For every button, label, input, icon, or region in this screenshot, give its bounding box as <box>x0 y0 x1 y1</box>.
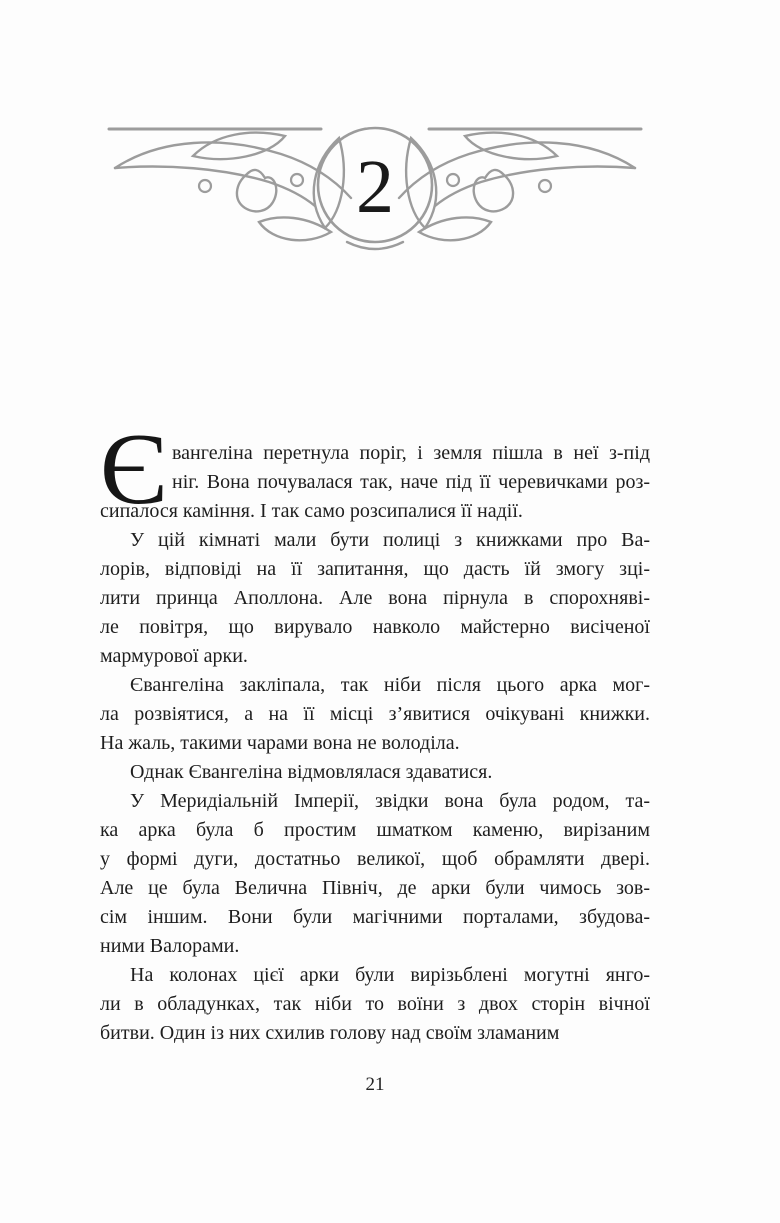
paragraph <box>100 787 650 961</box>
text-line: Але це була Велична Північ, де арки були чимось зов- <box>100 877 650 899</box>
text-line: ніг. Вона почувалася так, наче під її черевичками роз- <box>172 471 650 493</box>
text-line: сипалося каміння. І так само розсипалися її надії. <box>100 500 523 522</box>
text-line: битви. Один із них схилив голову над своїм зламаним <box>100 1022 560 1044</box>
text-line: ле повітря, що вирувало навколо майстерно висіченої <box>100 616 650 638</box>
text-line: ними Валорами. <box>100 935 240 957</box>
drop-cap: Є <box>100 413 168 526</box>
text-line: ка арка була б простим шматком каменю, вирізаним <box>100 819 650 841</box>
paragraph <box>100 758 650 787</box>
paragraph <box>100 961 650 1048</box>
text-line: ли в обладунках, так ніби то воїни з двох сторін вічної <box>100 993 650 1015</box>
paragraph <box>100 671 650 758</box>
text-line: сім іншим. Вони були магічними порталами, збудова- <box>100 906 650 928</box>
page-number: 21 <box>365 1074 385 1095</box>
text-line: Євангеліна закліпала, так ніби після цього арка мог- <box>130 674 650 696</box>
ornament-flourish-left <box>115 133 351 241</box>
text-line: лорів, відповіді на її запитання, що дасть їй змогу зці- <box>100 558 650 580</box>
text-line: мармурової арки. <box>100 645 248 667</box>
text-line: у формі дуги, достатньо великої, щоб обрамляти двері. <box>100 848 650 870</box>
text-line: лити принца Аполлона. Але вона пірнула в спорохняві- <box>100 587 650 609</box>
text-line: На колонах цієї арки були вирізьблені могутні янго- <box>130 964 650 986</box>
text-line: У цій кімнаті мали бути полиці з книжками про Ва- <box>130 529 650 551</box>
text-line: вангеліна перетнула поріг, і земля пішла в неї з-під <box>172 442 650 464</box>
chapter-ornament-icon <box>101 122 649 264</box>
chapter-number: 2 <box>356 145 394 229</box>
text-line: ла розвіятися, а на її місці з’явитися очікувані книжки. <box>100 703 650 725</box>
paragraph <box>100 413 650 526</box>
ornament-flourish-right <box>399 133 635 241</box>
text-block <box>100 413 650 1048</box>
text-line: На жаль, такими чарами вона не володіла. <box>100 732 460 754</box>
page-footer <box>100 1074 650 1096</box>
text-line: У Меридіальній Імперії, звідки вона була родом, та- <box>130 790 650 812</box>
paragraph <box>100 526 650 671</box>
book-page <box>100 0 650 1096</box>
chapter-header <box>100 0 650 264</box>
text-line: Однак Євангеліна відмовлялася здаватися. <box>130 761 493 783</box>
